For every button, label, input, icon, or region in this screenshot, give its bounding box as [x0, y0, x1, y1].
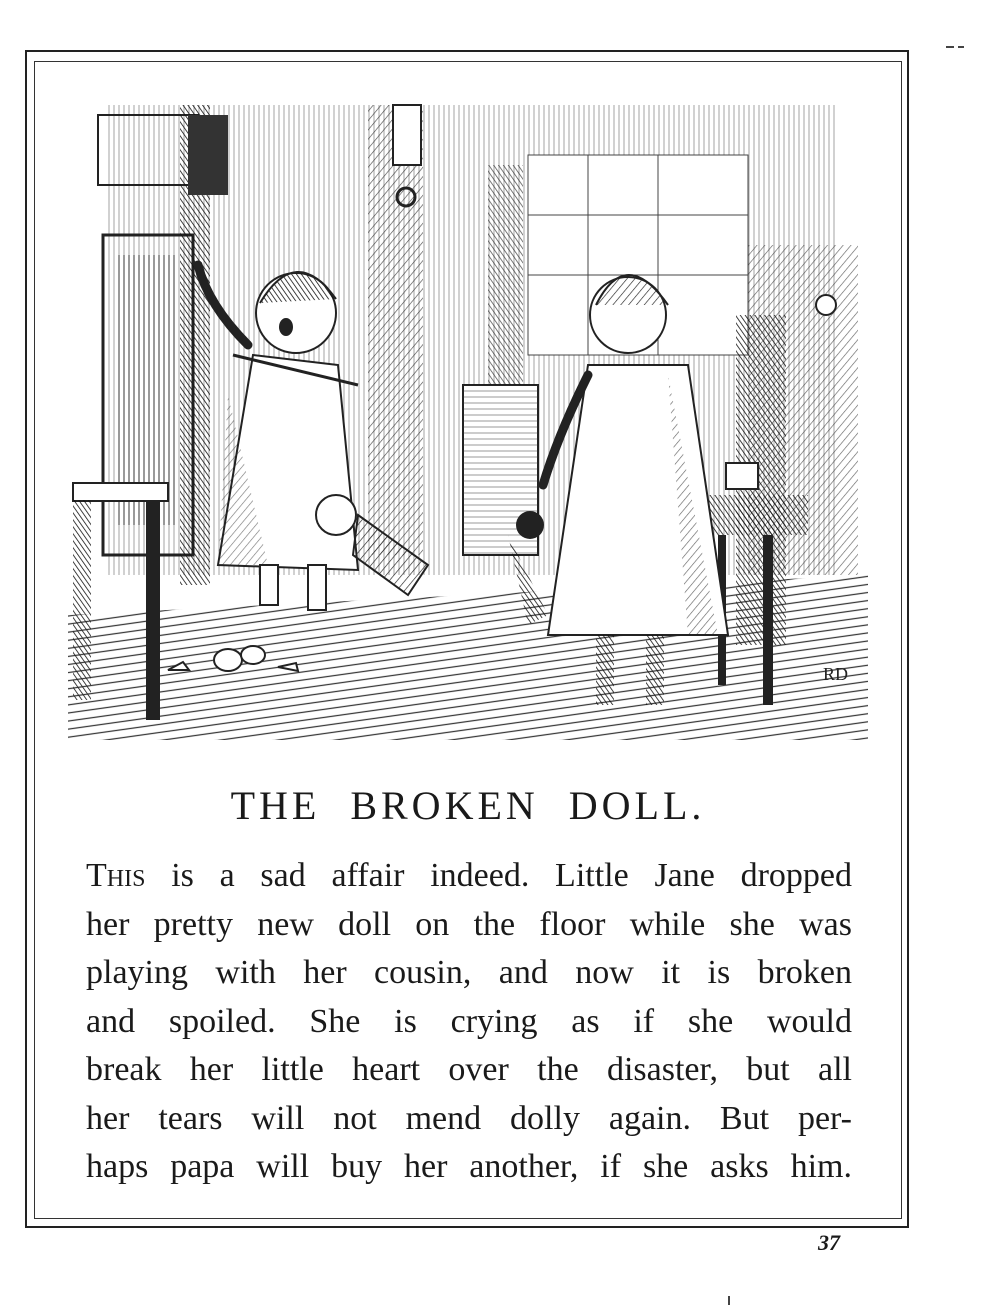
- page-title: THE BROKEN DOLL.: [230, 783, 706, 828]
- page-number: 37: [818, 1230, 840, 1255]
- story-line-1: [86, 852, 852, 901]
- engraving-illustration: [68, 95, 868, 740]
- story-line-1-rest: is a sad affair indeed. Little Jane dropped: [145, 857, 852, 894]
- story-line-4: and spoiled. She is crying as if she would: [86, 1002, 852, 1040]
- svg-text:RD: RD: [823, 664, 849, 684]
- print-speck: [946, 46, 954, 48]
- dropcap-word: This: [86, 857, 146, 894]
- story-line-5: break her little heart over the disaster, but all: [86, 1051, 852, 1088]
- story-line-2: her pretty new doll on the floor while she was: [86, 905, 852, 943]
- story-paragraph: [86, 852, 852, 1192]
- print-speck: [728, 1296, 730, 1305]
- story-line-3: playing with her cousin, and now it is broken: [86, 954, 852, 991]
- story-line-7: haps papa will buy her another, if she asks him.: [86, 1148, 852, 1185]
- print-speck: [958, 46, 964, 48]
- story-line-6: her tears will not mend dolly again. But per-: [86, 1099, 852, 1137]
